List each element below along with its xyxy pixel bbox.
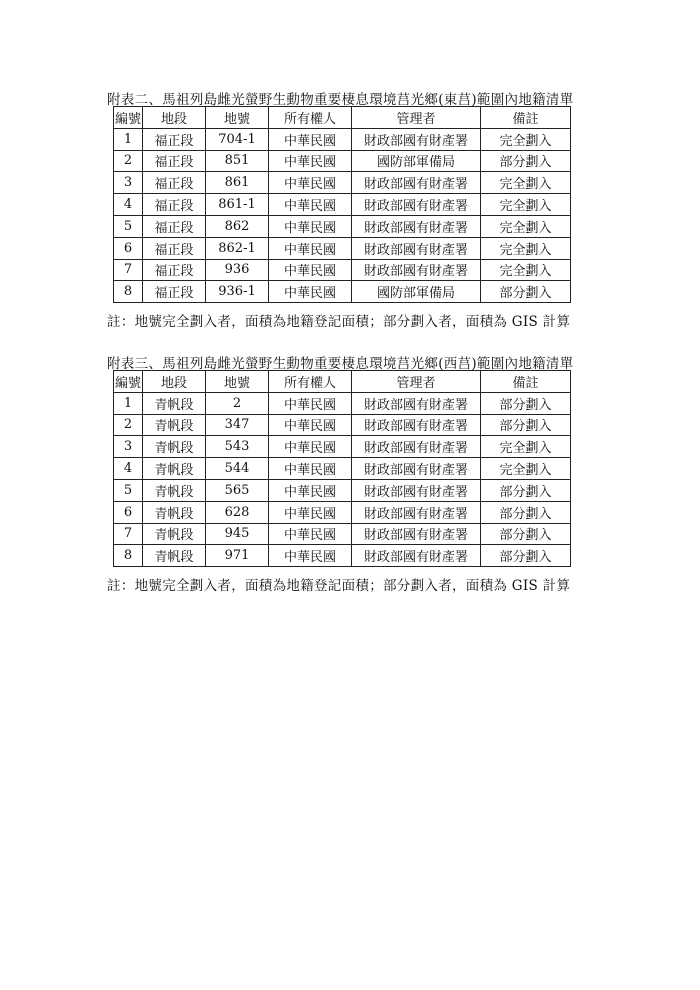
- table-row: [114, 414, 571, 436]
- header-manager: 管理者: [352, 107, 481, 129]
- cell-owner: 中華民國: [269, 259, 352, 281]
- table-note-east: 註：地號完全劃入者，面積為地籍登記面積；部分劃入者，面積為 GIS 計算: [107, 314, 571, 330]
- cell-lot-number: 565: [206, 479, 269, 501]
- cell-lot-number: 704-1: [206, 128, 269, 150]
- header-section: 地段: [143, 107, 206, 129]
- cell-number: 4: [114, 194, 143, 216]
- cell-section: 福正段: [143, 172, 206, 194]
- cell-owner: 中華民國: [269, 172, 352, 194]
- cell-manager: 財政部國有財產署: [352, 172, 481, 194]
- cell-manager: 財政部國有財產署: [352, 501, 481, 523]
- cell-lot-number: 543: [206, 436, 269, 458]
- cell-lot-number: 628: [206, 501, 269, 523]
- cell-owner: 中華民國: [269, 281, 352, 303]
- cell-lot-number: 945: [206, 523, 269, 545]
- cell-remark: 完全劃入: [481, 259, 571, 281]
- table-note-west: 註：地號完全劃入者，面積為地籍登記面積；部分劃入者，面積為 GIS 計算: [107, 578, 571, 594]
- cell-remark: 部分劃入: [481, 414, 571, 436]
- cell-lot-number: 851: [206, 150, 269, 172]
- cell-number: 3: [114, 172, 143, 194]
- table-header-row: [114, 107, 571, 129]
- cell-number: 5: [114, 215, 143, 237]
- cell-number: 5: [114, 479, 143, 501]
- table-row: [114, 128, 571, 150]
- table-row: [114, 523, 571, 545]
- cell-number: 1: [114, 392, 143, 414]
- cell-manager: 財政部國有財產署: [352, 436, 481, 458]
- cell-owner: 中華民國: [269, 479, 352, 501]
- cell-owner: 中華民國: [269, 150, 352, 172]
- cell-manager: 財政部國有財產署: [352, 458, 481, 480]
- table-row: [114, 150, 571, 172]
- cell-manager: 財政部國有財產署: [352, 259, 481, 281]
- table-row: [114, 545, 571, 567]
- table-row: [114, 215, 571, 237]
- cell-owner: 中華民國: [269, 128, 352, 150]
- cell-number: 8: [114, 545, 143, 567]
- cell-number: 2: [114, 414, 143, 436]
- cell-section: 青帆段: [143, 479, 206, 501]
- cell-remark: 部分劃入: [481, 281, 571, 303]
- cell-manager: 國防部軍備局: [352, 150, 481, 172]
- cell-remark: 完全劃入: [481, 194, 571, 216]
- table-header-row: [114, 371, 571, 393]
- cell-manager: 國防部軍備局: [352, 281, 481, 303]
- cell-number: 7: [114, 523, 143, 545]
- table-row: [114, 281, 571, 303]
- cell-section: 青帆段: [143, 414, 206, 436]
- cell-section: 福正段: [143, 194, 206, 216]
- cell-remark: 部分劃入: [481, 479, 571, 501]
- cell-lot-number: 347: [206, 414, 269, 436]
- cell-remark: 部分劃入: [481, 523, 571, 545]
- cell-owner: 中華民國: [269, 545, 352, 567]
- cell-lot-number: 936: [206, 259, 269, 281]
- cell-owner: 中華民國: [269, 215, 352, 237]
- cell-number: 6: [114, 501, 143, 523]
- header-remark: 備註: [481, 371, 571, 393]
- cell-manager: 財政部國有財產署: [352, 414, 481, 436]
- header-lot-number: 地號: [206, 107, 269, 129]
- cell-manager: 財政部國有財產署: [352, 392, 481, 414]
- cell-manager: 財政部國有財產署: [352, 479, 481, 501]
- header-owner: 所有權人: [269, 371, 352, 393]
- cell-remark: 完全劃入: [481, 237, 571, 259]
- cell-number: 3: [114, 436, 143, 458]
- table-row: [114, 259, 571, 281]
- cell-owner: 中華民國: [269, 392, 352, 414]
- cell-number: 6: [114, 237, 143, 259]
- cell-section: 福正段: [143, 128, 206, 150]
- cell-manager: 財政部國有財產署: [352, 194, 481, 216]
- cell-section: 福正段: [143, 237, 206, 259]
- header-lot-number: 地號: [206, 371, 269, 393]
- table-row: [114, 479, 571, 501]
- cell-owner: 中華民國: [269, 414, 352, 436]
- table-row: [114, 392, 571, 414]
- cell-number: 8: [114, 281, 143, 303]
- cell-lot-number: 862: [206, 215, 269, 237]
- cell-section: 青帆段: [143, 501, 206, 523]
- cell-number: 2: [114, 150, 143, 172]
- cell-owner: 中華民國: [269, 458, 352, 480]
- cell-number: 4: [114, 458, 143, 480]
- land-table-west: [113, 370, 571, 567]
- table-row: [114, 172, 571, 194]
- cell-owner: 中華民國: [269, 194, 352, 216]
- cell-section: 福正段: [143, 150, 206, 172]
- table-caption-east: 附表二、馬祖列島雌光螢野生動物重要棲息環境莒光鄉(東莒)範圍內地籍清單: [107, 92, 574, 108]
- cell-owner: 中華民國: [269, 237, 352, 259]
- cell-section: 青帆段: [143, 545, 206, 567]
- land-table-east: [113, 106, 571, 303]
- cell-remark: 完全劃入: [481, 215, 571, 237]
- cell-remark: 完全劃入: [481, 458, 571, 480]
- cell-section: 青帆段: [143, 392, 206, 414]
- cell-section: 福正段: [143, 281, 206, 303]
- header-number: 編號: [114, 107, 143, 129]
- cell-number: 1: [114, 128, 143, 150]
- table-row: [114, 501, 571, 523]
- cell-manager: 財政部國有財產署: [352, 215, 481, 237]
- cell-lot-number: 544: [206, 458, 269, 480]
- cell-lot-number: 862-1: [206, 237, 269, 259]
- cell-owner: 中華民國: [269, 523, 352, 545]
- cell-section: 福正段: [143, 215, 206, 237]
- cell-manager: 財政部國有財產署: [352, 128, 481, 150]
- cell-lot-number: 2: [206, 392, 269, 414]
- cell-remark: 完全劃入: [481, 128, 571, 150]
- cell-owner: 中華民國: [269, 501, 352, 523]
- cell-remark: 完全劃入: [481, 172, 571, 194]
- table-row: [114, 237, 571, 259]
- header-owner: 所有權人: [269, 107, 352, 129]
- header-number: 編號: [114, 371, 143, 393]
- header-section: 地段: [143, 371, 206, 393]
- cell-manager: 財政部國有財產署: [352, 237, 481, 259]
- cell-section: 青帆段: [143, 523, 206, 545]
- cell-remark: 部分劃入: [481, 392, 571, 414]
- cell-lot-number: 971: [206, 545, 269, 567]
- table-row: [114, 458, 571, 480]
- cell-section: 青帆段: [143, 436, 206, 458]
- cell-section: 青帆段: [143, 458, 206, 480]
- cell-manager: 財政部國有財產署: [352, 523, 481, 545]
- table-row: [114, 194, 571, 216]
- cell-lot-number: 861: [206, 172, 269, 194]
- cell-lot-number: 936-1: [206, 281, 269, 303]
- cell-lot-number: 861-1: [206, 194, 269, 216]
- cell-manager: 財政部國有財產署: [352, 545, 481, 567]
- cell-number: 7: [114, 259, 143, 281]
- header-manager: 管理者: [352, 371, 481, 393]
- header-remark: 備註: [481, 107, 571, 129]
- cell-remark: 部分劃入: [481, 150, 571, 172]
- table-row: [114, 436, 571, 458]
- cell-remark: 完全劃入: [481, 436, 571, 458]
- cell-remark: 部分劃入: [481, 545, 571, 567]
- table-caption-west: 附表三、馬祖列島雌光螢野生動物重要棲息環境莒光鄉(西莒)範圍內地籍清單: [107, 356, 574, 372]
- cell-owner: 中華民國: [269, 436, 352, 458]
- cell-remark: 部分劃入: [481, 501, 571, 523]
- cell-section: 福正段: [143, 259, 206, 281]
